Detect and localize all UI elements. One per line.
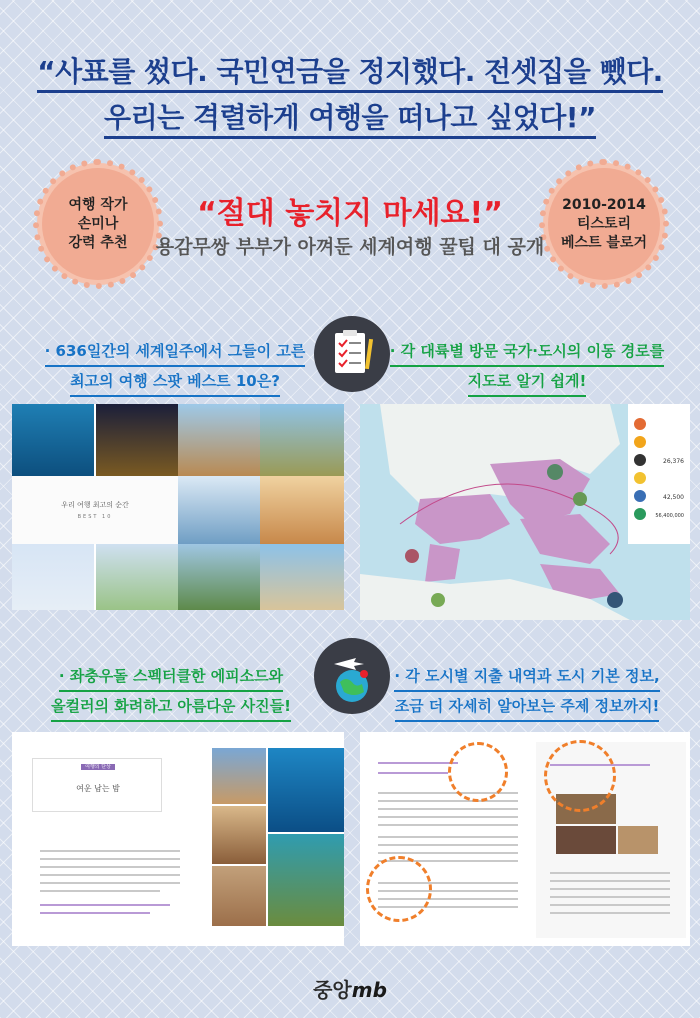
diving-photo (268, 834, 344, 926)
map-stat-distance: 26,376 (663, 458, 684, 465)
highlight-circle-1 (448, 742, 508, 802)
feature-episodes-line-2: 올컬러의 화려하고 아름다운 사진들! (51, 692, 291, 722)
publisher-logo-brand: 중앙 (313, 978, 352, 1002)
feature-episodes (6, 662, 336, 722)
headline-line-2 (0, 96, 700, 136)
center-title: “절대 놓치지 마세요!” (197, 196, 503, 231)
savanna-photo (260, 404, 344, 476)
mountain-valley-photo (178, 544, 260, 610)
salt-flat-photo (12, 544, 94, 610)
map-stat-cost: 42,500 (663, 494, 684, 501)
beach-seals-photo (260, 544, 344, 610)
map-stat-total: 56,400,000 (655, 513, 684, 519)
feature-route-map-line-2: 지도로 알기 쉽게! (468, 367, 587, 397)
room-photo (212, 866, 266, 926)
baobab-photo (178, 404, 260, 476)
headline-text-1: “사표를 썼다. 국민연금을 정지했다. 전셋집을 뺐다. (37, 55, 663, 93)
globe-plane-icon (314, 638, 390, 714)
best-spots-preview (12, 404, 344, 610)
feature-city-info-line-1: · 각 도시별 지출 내역과 도시 기본 정보, (394, 662, 659, 692)
glacier-photo (178, 476, 260, 544)
feature-episodes-line-1: · 좌충우돌 스펙터클한 에피소드와 (59, 662, 283, 692)
night-palace-photo (96, 404, 178, 476)
clipboard-icon (314, 316, 390, 392)
publisher-logo-mark: mb (351, 978, 387, 1002)
feature-city-info-line-2: 조금 더 자세히 알아보는 주제 정보까지! (395, 692, 660, 722)
recommend-badge-text: 여행 작가 손미나 강력 추천 (68, 196, 128, 251)
publisher-logo (0, 974, 700, 1003)
fish-photo (268, 748, 344, 832)
episode-preview (12, 732, 344, 946)
room-photo-2 (556, 826, 616, 854)
feature-city-info (362, 662, 692, 722)
highlight-circle-2 (366, 856, 432, 922)
best-subtitle-text: BEST 10 (77, 514, 113, 520)
europe-map (360, 404, 690, 620)
episode-title-box (32, 758, 162, 812)
terrace-photo (212, 806, 266, 864)
feature-best-spots (10, 337, 340, 397)
headline-line-1 (0, 50, 700, 90)
room-photo-3 (618, 826, 658, 854)
feature-route-map-line-1: · 각 대륙별 방문 국가·도시의 이동 경로를 (390, 337, 665, 367)
desert-camel-photo (260, 476, 344, 544)
highlight-circle-3 (544, 740, 616, 812)
episode-title: 여운 남는 밤 (76, 784, 120, 793)
headline-text-2: 우리는 격렬하게 여행을 떠나고 싶었다!” (104, 101, 596, 139)
center-subtitle: 용감무쌍 부부가 아껴둔 세계여행 꿀팁 대 공개 (155, 236, 545, 258)
underwater-photo (12, 404, 94, 476)
blogger-badge-text: 2010-2014 티스토리 베스트 블로거 (560, 196, 648, 251)
feature-route-map (362, 337, 692, 397)
best-title-text: 우리 여행 최고의 순간 (61, 501, 129, 509)
best-title-card (12, 476, 178, 544)
feature-best-spots-line-1: · 636일간의 세계일주에서 그들이 고른 (45, 337, 306, 367)
pier-photo (212, 748, 266, 804)
feature-best-spots-line-2: 최고의 여행 스팟 베스트 10은? (70, 367, 280, 397)
taj-mahal-photo (96, 544, 178, 610)
city-info-preview (360, 732, 690, 946)
route-map-preview (360, 404, 690, 620)
episode-tag: 여행의 단상 (81, 764, 115, 770)
